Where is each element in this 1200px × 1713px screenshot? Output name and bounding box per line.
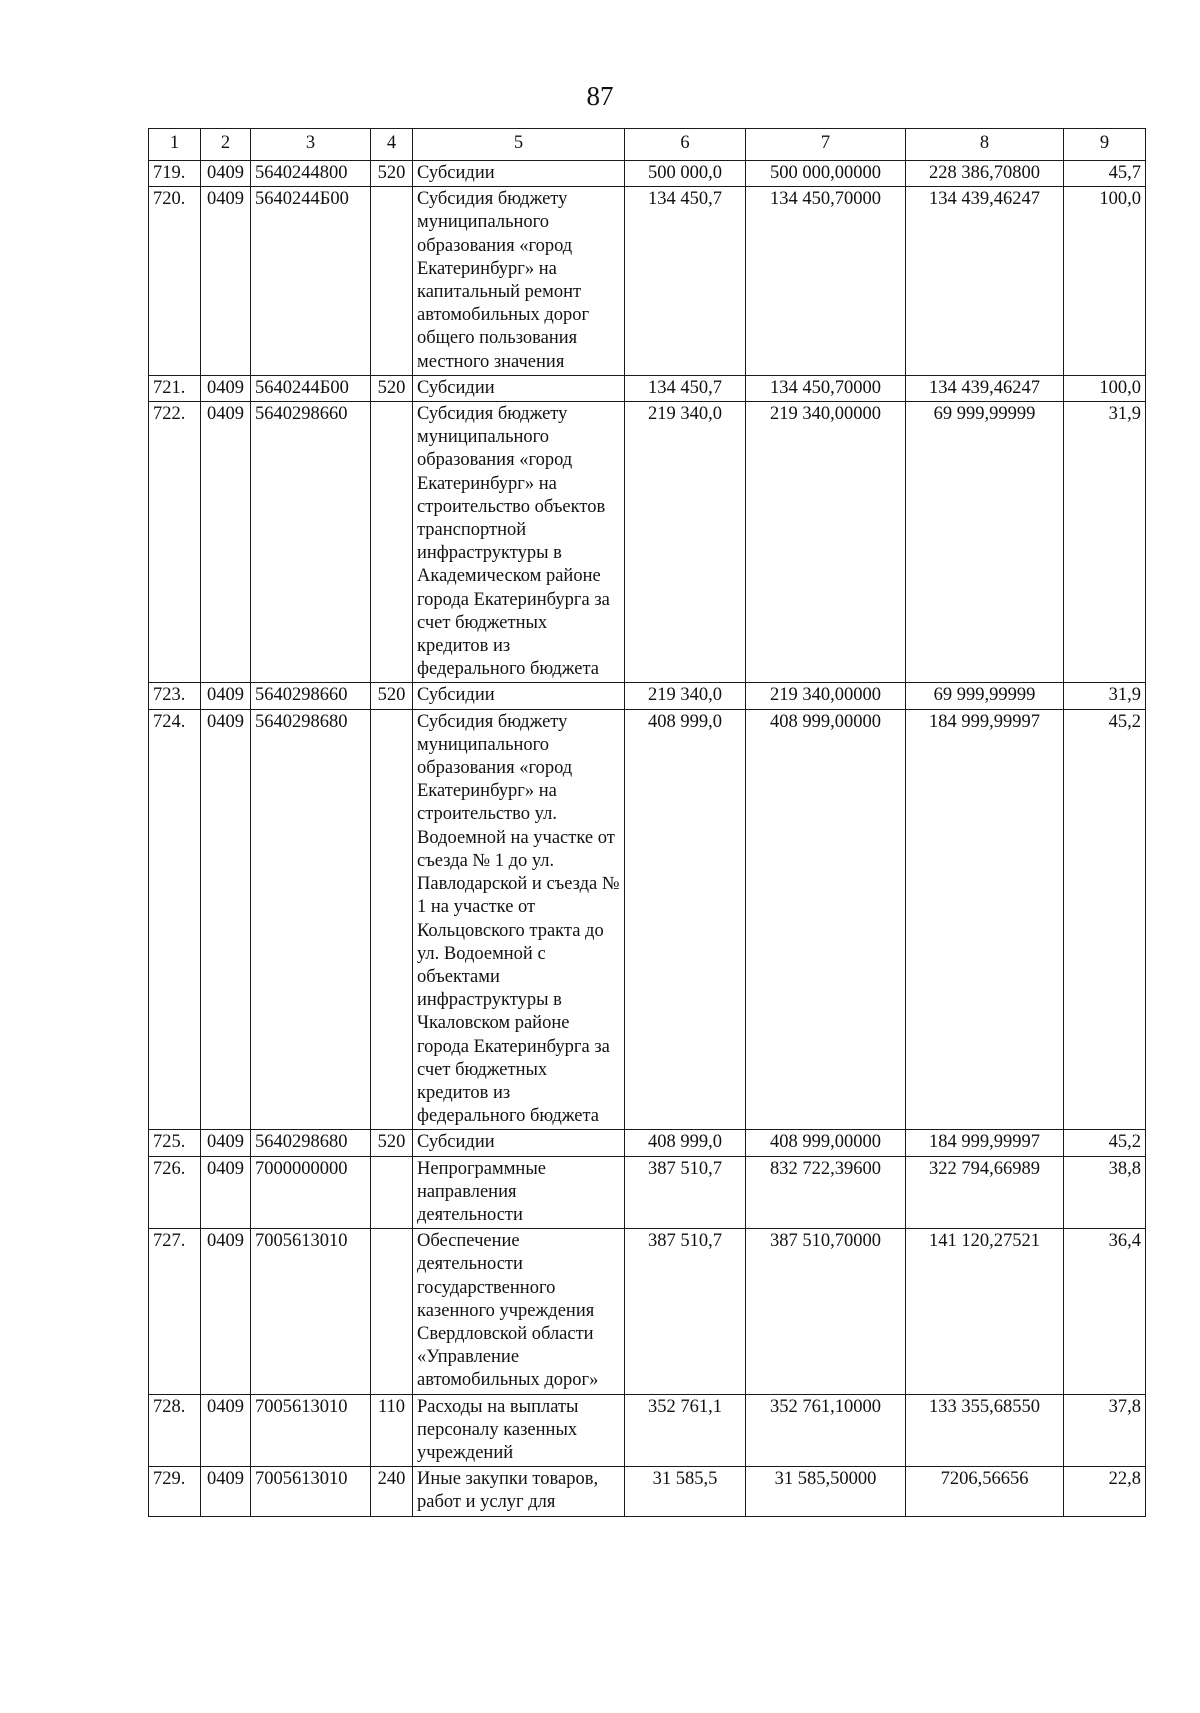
table-row: [149, 683, 1146, 709]
target-article-code: 5640298680: [251, 1130, 371, 1156]
row-number: 727.: [149, 1229, 201, 1394]
header-cell: 6: [625, 129, 746, 161]
executed-amount: 184 999,99997: [906, 1130, 1064, 1156]
budget-allocation: 408 999,00000: [746, 1130, 906, 1156]
section-code: 0409: [201, 375, 251, 401]
execution-percent: 100,0: [1064, 187, 1146, 376]
budget-allocation: 408 999,00000: [746, 709, 906, 1130]
item-name: Субсидия бюджету муниципального образования «город Екатеринбург» на строительство объектов транспортной инфраструктуры в Академическом районе города Екатеринбурга за счет бюджетных кредитов из федерального бюджета: [413, 402, 625, 683]
item-name: Обеспечение деятельности государственного казенного учреждения Свердловской области «Управление автомобильных дорог»: [413, 1229, 625, 1394]
table-row: [149, 375, 1146, 401]
expense-type-code: 110: [371, 1394, 413, 1467]
execution-percent: 100,0: [1064, 375, 1146, 401]
section-code: 0409: [201, 1130, 251, 1156]
table-row: [149, 187, 1146, 376]
target-article-code: 5640298660: [251, 683, 371, 709]
approved-amount: 408 999,0: [625, 709, 746, 1130]
item-name: Непрограммные направления деятельности: [413, 1156, 625, 1229]
expense-type-code: [371, 1229, 413, 1394]
execution-percent: 37,8: [1064, 1394, 1146, 1467]
expense-type-code: 520: [371, 161, 413, 187]
approved-amount: 352 761,1: [625, 1394, 746, 1467]
executed-amount: 322 794,66989: [906, 1156, 1064, 1229]
section-code: 0409: [201, 1394, 251, 1467]
row-number: 721.: [149, 375, 201, 401]
header-cell: 2: [201, 129, 251, 161]
executed-amount: 134 439,46247: [906, 375, 1064, 401]
section-code: 0409: [201, 1229, 251, 1394]
header-cell: 5: [413, 129, 625, 161]
section-code: 0409: [201, 187, 251, 376]
budget-allocation: 832 722,39600: [746, 1156, 906, 1229]
expense-type-code: 520: [371, 683, 413, 709]
header-cell: 4: [371, 129, 413, 161]
expense-type-code: 240: [371, 1467, 413, 1516]
row-number: 729.: [149, 1467, 201, 1516]
executed-amount: 7206,56656: [906, 1467, 1064, 1516]
execution-percent: 31,9: [1064, 402, 1146, 683]
item-name: Расходы на выплаты персоналу казенных учреждений: [413, 1394, 625, 1467]
expense-type-code: 520: [371, 1130, 413, 1156]
budget-allocation: 134 450,70000: [746, 187, 906, 376]
budget-allocation: 31 585,50000: [746, 1467, 906, 1516]
header-row: [149, 129, 1146, 161]
target-article-code: 7005613010: [251, 1229, 371, 1394]
execution-percent: 38,8: [1064, 1156, 1146, 1229]
section-code: 0409: [201, 161, 251, 187]
item-name: Субсидия бюджету муниципального образования «город Екатеринбург» на строительство ул. Водоемной на участке от съезда № 1 до ул. Павлодарской и съезда № 1 на участке от Кольцовского тракта до ул. Водоемной с объектами инфраструктуры в Чкаловском районе города Екатеринбурга за счет бюджетных кредитов из федерального бюджета: [413, 709, 625, 1130]
table-row: [149, 1467, 1146, 1516]
budget-allocation: 352 761,10000: [746, 1394, 906, 1467]
execution-percent: 22,8: [1064, 1467, 1146, 1516]
expense-type-code: [371, 709, 413, 1130]
budget-table: [148, 128, 1146, 1517]
executed-amount: 133 355,68550: [906, 1394, 1064, 1467]
execution-percent: 45,2: [1064, 709, 1146, 1130]
approved-amount: 134 450,7: [625, 375, 746, 401]
execution-percent: 31,9: [1064, 683, 1146, 709]
row-number: 723.: [149, 683, 201, 709]
row-number: 720.: [149, 187, 201, 376]
header-cell: 1: [149, 129, 201, 161]
item-name: Субсидии: [413, 1130, 625, 1156]
header-cell: 3: [251, 129, 371, 161]
expense-type-code: [371, 1156, 413, 1229]
item-name: Субсидия бюджету муниципального образования «город Екатеринбург» на капитальный ремонт автомобильных дорог общего пользования местного значения: [413, 187, 625, 376]
item-name: Субсидии: [413, 161, 625, 187]
item-name: Субсидии: [413, 375, 625, 401]
table-row: [149, 402, 1146, 683]
approved-amount: 31 585,5: [625, 1467, 746, 1516]
row-number: 722.: [149, 402, 201, 683]
table-row: [149, 1229, 1146, 1394]
target-article-code: 5640298660: [251, 402, 371, 683]
target-article-code: 7000000000: [251, 1156, 371, 1229]
section-code: 0409: [201, 1467, 251, 1516]
table-row: [149, 1156, 1146, 1229]
execution-percent: 45,7: [1064, 161, 1146, 187]
section-code: 0409: [201, 1156, 251, 1229]
executed-amount: 69 999,99999: [906, 402, 1064, 683]
budget-allocation: 387 510,70000: [746, 1229, 906, 1394]
target-article-code: 7005613010: [251, 1467, 371, 1516]
target-article-code: 5640298680: [251, 709, 371, 1130]
target-article-code: 7005613010: [251, 1394, 371, 1467]
table-row: [149, 1130, 1146, 1156]
target-article-code: 5640244800: [251, 161, 371, 187]
execution-percent: 45,2: [1064, 1130, 1146, 1156]
executed-amount: 134 439,46247: [906, 187, 1064, 376]
header-cell: 7: [746, 129, 906, 161]
row-number: 719.: [149, 161, 201, 187]
section-code: 0409: [201, 402, 251, 683]
executed-amount: 141 120,27521: [906, 1229, 1064, 1394]
header-cell: 8: [906, 129, 1064, 161]
target-article-code: 5640244Б00: [251, 187, 371, 376]
item-name: Иные закупки товаров, работ и услуг для: [413, 1467, 625, 1516]
approved-amount: 219 340,0: [625, 683, 746, 709]
approved-amount: 500 000,0: [625, 161, 746, 187]
target-article-code: 5640244Б00: [251, 375, 371, 401]
budget-allocation: 219 340,00000: [746, 683, 906, 709]
budget-allocation: 500 000,00000: [746, 161, 906, 187]
approved-amount: 219 340,0: [625, 402, 746, 683]
executed-amount: 184 999,99997: [906, 709, 1064, 1130]
execution-percent: 36,4: [1064, 1229, 1146, 1394]
budget-allocation: 134 450,70000: [746, 375, 906, 401]
executed-amount: 69 999,99999: [906, 683, 1064, 709]
section-code: 0409: [201, 683, 251, 709]
executed-amount: 228 386,70800: [906, 161, 1064, 187]
budget-allocation: 219 340,00000: [746, 402, 906, 683]
table-row: [149, 709, 1146, 1130]
section-code: 0409: [201, 709, 251, 1130]
row-number: 728.: [149, 1394, 201, 1467]
approved-amount: 408 999,0: [625, 1130, 746, 1156]
approved-amount: 387 510,7: [625, 1229, 746, 1394]
approved-amount: 387 510,7: [625, 1156, 746, 1229]
expense-type-code: [371, 187, 413, 376]
expense-type-code: [371, 402, 413, 683]
row-number: 726.: [149, 1156, 201, 1229]
table-row: [149, 161, 1146, 187]
row-number: 725.: [149, 1130, 201, 1156]
row-number: 724.: [149, 709, 201, 1130]
page-number: 87: [586, 81, 614, 111]
expense-type-code: 520: [371, 375, 413, 401]
header-cell: 9: [1064, 129, 1146, 161]
approved-amount: 134 450,7: [625, 187, 746, 376]
table-row: [149, 1394, 1146, 1467]
item-name: Субсидии: [413, 683, 625, 709]
